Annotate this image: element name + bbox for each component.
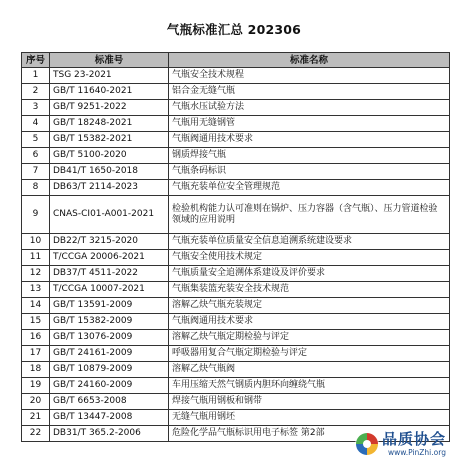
table-row — [22, 282, 450, 298]
row-standard-name: 钢质焊接气瓶 — [169, 148, 450, 164]
table-row — [22, 410, 450, 426]
row-standard-name: 气瓶用无缝钢管 — [169, 116, 450, 132]
row-serial: 3 — [22, 100, 50, 116]
row-standard-number: GB/T 15382-2021 — [50, 132, 169, 148]
table-row — [22, 250, 450, 266]
table-row — [22, 68, 450, 84]
row-standard-name: 呼吸器用复合气瓶定期检验与评定 — [169, 346, 450, 362]
table-header-row — [22, 53, 450, 68]
row-standard-name: 溶解乙炔气瓶阀 — [169, 362, 450, 378]
row-standard-number: GB/T 6653-2008 — [50, 394, 169, 410]
row-standard-number: DB37/T 4511-2022 — [50, 266, 169, 282]
row-serial: 21 — [22, 410, 50, 426]
row-serial: 1 — [22, 68, 50, 84]
row-serial: 17 — [22, 346, 50, 362]
table-row — [22, 266, 450, 282]
header-serial: 序号 — [22, 53, 50, 68]
row-standard-name: 车用压缩天然气钢质内胆环向缠绕气瓶 — [169, 378, 450, 394]
row-serial: 2 — [22, 84, 50, 100]
row-standard-name: 无缝气瓶用钢坯 — [169, 410, 450, 426]
row-serial: 19 — [22, 378, 50, 394]
row-serial: 15 — [22, 314, 50, 330]
row-standard-number: DB31/T 365.2-2006 — [50, 426, 169, 442]
row-standard-name: 气瓶安全技术规程 — [169, 68, 450, 84]
table-row — [22, 148, 450, 164]
row-serial: 12 — [22, 266, 50, 282]
row-standard-number: DB22/T 3215-2020 — [50, 234, 169, 250]
row-standard-number: GB/T 15382-2009 — [50, 314, 169, 330]
table-row — [22, 234, 450, 250]
row-standard-number: DB41/T 1650-2018 — [50, 164, 169, 180]
row-serial: 11 — [22, 250, 50, 266]
row-serial: 18 — [22, 362, 50, 378]
table-row — [22, 84, 450, 100]
row-standard-name: 气瓶充装单位安全管理规范 — [169, 180, 450, 196]
row-serial: 7 — [22, 164, 50, 180]
table-row — [22, 116, 450, 132]
row-standard-name: 气瓶条码标识 — [169, 164, 450, 180]
header-standard-name: 标准名称 — [169, 53, 450, 68]
row-standard-number: TSG 23-2021 — [50, 68, 169, 84]
row-standard-number: T/CCGA 20006-2021 — [50, 250, 169, 266]
row-standard-name: 溶解乙炔气瓶定期检验与评定 — [169, 330, 450, 346]
row-serial: 10 — [22, 234, 50, 250]
row-standard-number: GB/T 13591-2009 — [50, 298, 169, 314]
row-serial: 8 — [22, 180, 50, 196]
table-row — [22, 100, 450, 116]
table-row — [22, 362, 450, 378]
table-body — [22, 68, 450, 442]
table-row — [22, 346, 450, 362]
row-standard-name: 危险化学品气瓶标识用电子标签 第2部 — [169, 426, 450, 442]
table-row — [22, 196, 450, 234]
table-row — [22, 378, 450, 394]
row-standard-number: GB/T 24160-2009 — [50, 378, 169, 394]
row-standard-name: 气瓶阀通用技术要求 — [169, 314, 450, 330]
row-serial: 13 — [22, 282, 50, 298]
row-standard-name: 气瓶阀通用技术要求 — [169, 132, 450, 148]
row-standard-name: 气瓶充装单位质量安全信息追溯系统建设要求 — [169, 234, 450, 250]
pinzhi-logo-icon — [354, 431, 380, 457]
row-standard-number: GB/T 5100-2020 — [50, 148, 169, 164]
row-standard-name: 焊接气瓶用钢板和钢带 — [169, 394, 450, 410]
row-standard-number: CNAS-CI01-A001-2021 — [50, 196, 169, 234]
row-standard-number: GB/T 10879-2009 — [50, 362, 169, 378]
row-standard-name: 检验机构能力认可准则在锅炉、压力容器（含气瓶）、压力管道检验领域的应用说明 — [169, 196, 450, 234]
row-serial: 22 — [22, 426, 50, 442]
table-row — [22, 180, 450, 196]
table-row — [22, 298, 450, 314]
standards-table — [21, 52, 450, 442]
row-standard-name: 气瓶质量安全追溯体系建设及评价要求 — [169, 266, 450, 282]
row-standard-name: 气瓶安全使用技术规定 — [169, 250, 450, 266]
header-standard-number: 标准号 — [50, 53, 169, 68]
row-standard-number: T/CCGA 10007-2021 — [50, 282, 169, 298]
watermark-text: 品质协会 — [382, 430, 447, 448]
watermark-url: www.PinZhi.org — [388, 448, 446, 457]
row-serial: 5 — [22, 132, 50, 148]
row-standard-number: GB/T 9251-2022 — [50, 100, 169, 116]
table-row — [22, 132, 450, 148]
row-serial: 14 — [22, 298, 50, 314]
row-standard-number: GB/T 13447-2008 — [50, 410, 169, 426]
row-standard-number: GB/T 11640-2021 — [50, 84, 169, 100]
table-header — [22, 53, 450, 68]
row-standard-name: 溶解乙炔气瓶充装规定 — [169, 298, 450, 314]
row-standard-number: DB63/T 2114-2023 — [50, 180, 169, 196]
row-standard-number: GB/T 24161-2009 — [50, 346, 169, 362]
row-standard-number: GB/T 13076-2009 — [50, 330, 169, 346]
table-row — [22, 314, 450, 330]
row-serial: 16 — [22, 330, 50, 346]
row-serial: 4 — [22, 116, 50, 132]
table-row — [22, 330, 450, 346]
row-standard-name: 铝合金无缝气瓶 — [169, 84, 450, 100]
page-title: 气瓶标准汇总 202306 — [166, 22, 302, 37]
row-standard-name: 气瓶水压试验方法 — [169, 100, 450, 116]
row-serial: 9 — [22, 196, 50, 234]
table-row — [22, 394, 450, 410]
row-serial: 6 — [22, 148, 50, 164]
row-serial: 20 — [22, 394, 50, 410]
table-row — [22, 164, 450, 180]
row-standard-number: GB/T 18248-2021 — [50, 116, 169, 132]
row-standard-name: 气瓶集装篮充装安全技术规范 — [169, 282, 450, 298]
watermark — [354, 427, 464, 461]
